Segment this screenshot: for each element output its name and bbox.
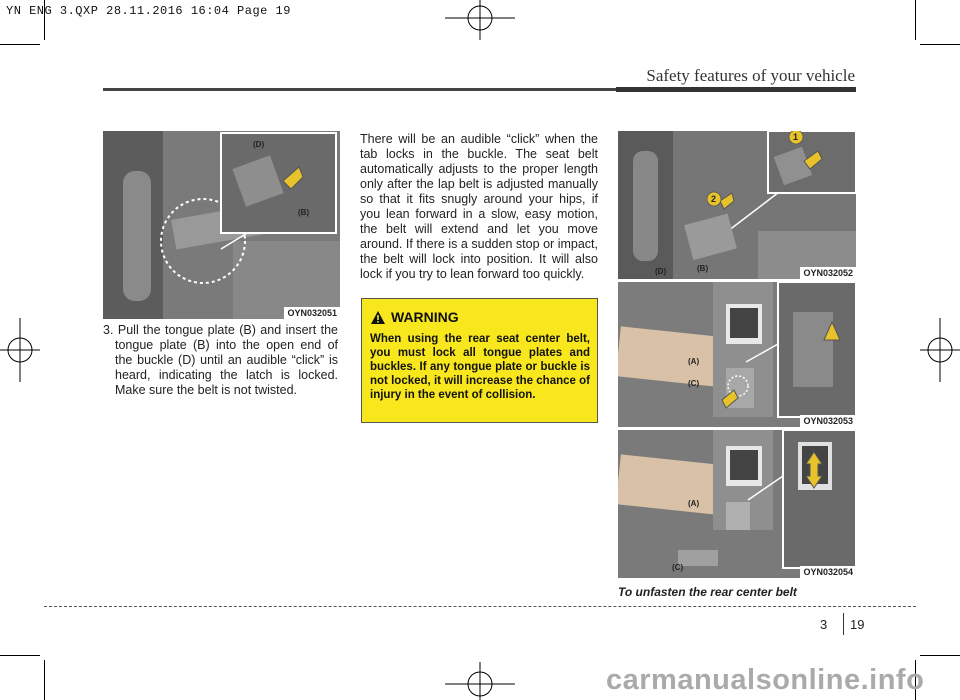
warning-triangle-icon (370, 310, 386, 325)
crop-mark (0, 655, 40, 656)
label-b: (B) (697, 264, 709, 273)
figure-latch-release (618, 430, 856, 578)
crop-mark (920, 44, 960, 45)
figure-code: OYN032051 (284, 307, 340, 319)
figure-release-steps-art (618, 131, 856, 279)
figure-buckle-insert (103, 131, 340, 319)
figure-code: OYN032052 (800, 267, 856, 279)
title-rule-accent (616, 87, 856, 92)
figure-code: OYN032054 (800, 566, 856, 578)
registration-mark-right (920, 318, 960, 382)
figure-tongue-release (618, 282, 856, 427)
section-title: Safety features of your vehicle (646, 66, 855, 85)
label-c: (C) (672, 563, 684, 572)
label-a: (A) (688, 357, 700, 366)
crop-mark (920, 655, 960, 656)
page-separator (843, 613, 844, 635)
step-3-instruction (103, 323, 338, 398)
figure-release-steps (618, 131, 856, 279)
watermark: carmanualsonline.info (606, 664, 925, 696)
print-stamp: YN ENG 3.QXP 28.11.2016 16:04 Page 19 (6, 4, 291, 18)
footer-rule (44, 606, 916, 607)
step-text: Pull the tongue plate (B) and insert the tongue plate (B) into the open end of the buckle (D) until an audible “click” is heard, indicating the latch is locked. Make sure the belt is not twisted. (115, 323, 338, 397)
registration-mark-left (0, 318, 40, 382)
crop-mark (44, 660, 45, 700)
step-marker-1: 1 (793, 132, 799, 142)
crop-mark (915, 0, 916, 40)
label-b: (B) (298, 208, 310, 217)
registration-mark-bottom (445, 662, 515, 700)
step-number: 3. (103, 323, 114, 337)
click-explanation-text: There will be an audible “click” when the tab locks in the buckle. The seat belt automatically adjusts to the proper length only after the lap belt is adjusted manually so that it fits snugly around your hips, if you lean forward in a slow, easy motion, the belt will extend and let you move around. If there is a sudden stop or impact, the belt will lock into position. It will also lock if you try to lean forward too quickly. (360, 132, 598, 281)
figure-tongue-release-art (618, 282, 856, 427)
label-a: (A) (688, 499, 700, 508)
label-c: (C) (688, 379, 700, 388)
step-marker-2: 2 (711, 194, 717, 204)
figure-caption: To unfasten the rear center belt (618, 585, 797, 599)
crop-mark (0, 44, 40, 45)
figure-buckle-insert-art (103, 131, 340, 319)
chapter-number: 3 (820, 617, 828, 632)
click-explanation (360, 132, 598, 282)
figure-latch-release-art (618, 430, 856, 578)
warning-body: When using the rear seat center belt, you must lock all tongue plates and buckles. If any tongue plate or buckle is not locked, it will increase the chance of injury in the event of collision. (370, 333, 590, 401)
registration-mark-top (445, 0, 515, 40)
label-d: (D) (253, 140, 265, 149)
page-number: 19 (850, 617, 865, 632)
figure-code: OYN032053 (800, 415, 856, 427)
warning-box (361, 298, 598, 423)
label-d: (D) (655, 267, 667, 276)
warning-header (370, 309, 459, 325)
warning-title: WARNING (391, 309, 459, 325)
